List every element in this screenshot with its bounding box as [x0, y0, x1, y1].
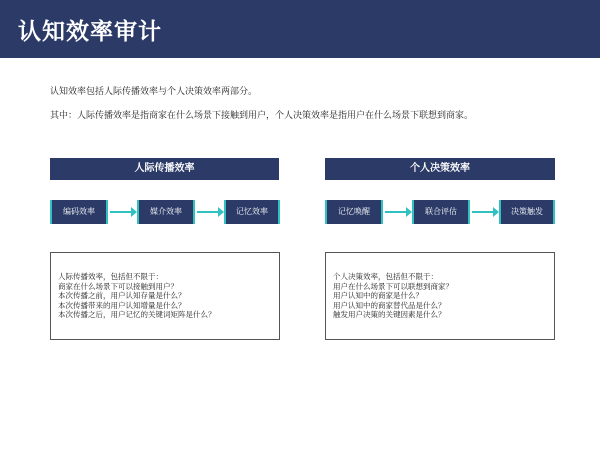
intro-line-1: 认知效率包括人际传播效率与个人决策效率两部分。: [50, 87, 258, 97]
desc-line: 商家在什么场景下可以接触到用户？: [58, 281, 178, 291]
desc-line: 用户认知中的商家替代品是什么？: [333, 300, 446, 310]
desc-line: 本次传播之前，用户认知存量是什么？: [58, 291, 186, 300]
flow-arrow: [110, 211, 132, 213]
header-bar: [0, 0, 600, 58]
flow-arrow: [472, 211, 494, 213]
desc-line: 用户认知中的商家是什么？: [333, 291, 423, 300]
intro-line-2: 其中：人际传播效率是指商家在什么场景下接触到用户，个人决策效率是指用户在什么场景下联想到商家。: [50, 111, 474, 121]
desc-line: 个人决策效率，包括但不限于：: [333, 272, 438, 281]
desc-line: 本次传播带来的用户认知增量是什么？: [58, 300, 186, 310]
desc-box-interpersonal: [50, 252, 280, 340]
desc-box-personal: [325, 252, 555, 340]
flow-step-trigger: 决策触发: [499, 200, 555, 224]
panel-title-interpersonal: 人际传播效率: [50, 158, 279, 180]
flow-step-memory: 记忆效率: [224, 200, 280, 224]
desc-line: 用户在什么场景下可以联想到商家？: [333, 281, 453, 291]
page-title: 认知效率审计: [18, 19, 162, 45]
desc-line: 本次传播之后，用户记忆的关键词矩阵是什么？: [58, 310, 216, 319]
flow-step-media: 媒介效率: [137, 200, 195, 224]
flow-step-evaluation: 联合评估: [412, 200, 470, 224]
panel-title-personal: 个人决策效率: [325, 158, 555, 180]
desc-line: 人际传播效率，包括但不限于：: [58, 272, 163, 281]
flow-step-encoding: 编码效率: [50, 200, 108, 224]
flow-step-recall: 记忆唤醒: [325, 200, 383, 224]
desc-line: 触发用户决策的关键因素是什么？: [333, 310, 446, 319]
flow-arrow: [385, 211, 407, 213]
flow-arrow: [197, 211, 219, 213]
